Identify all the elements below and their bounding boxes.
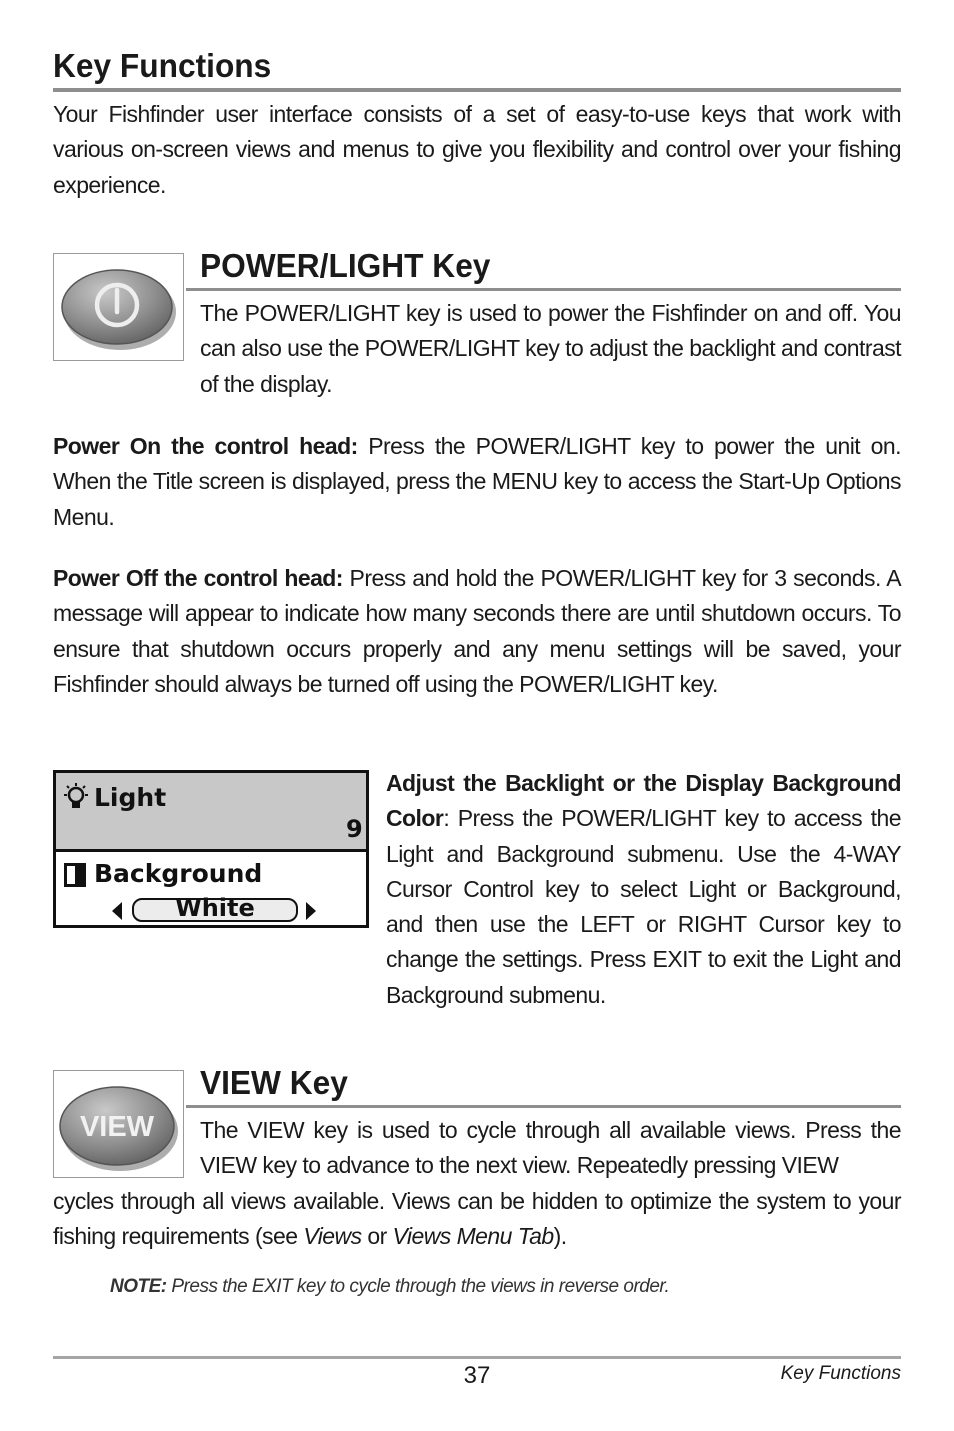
power-key-description: The POWER/LIGHT key is used to power the Fishfinder on and off. You can also use the POWER/LIGHT key to adjust the backlight and contrast of the display. [200,300,901,397]
adjust-label: Adjust the Backlight or the Display Background Color [386,770,901,832]
view-icon-label: VIEW [79,1111,155,1143]
light-row [56,773,366,852]
light-label: Light [94,783,167,812]
view-key-description-b [53,1184,901,1255]
view-key-text-b: cycles through all views available. Views can be hidden to optimize the system to your fishing requirements (see [53,1188,901,1250]
view-button-icon [54,1071,183,1177]
power-off-label: Power Off the control head: [53,565,343,591]
power-key-title: POWER/LIGHT Key [200,247,491,284]
views-reference-link[interactable]: Views [303,1223,362,1250]
note-text: Press the EXIT key to cycle through the views in reverse order. [166,1276,670,1297]
background-label: Background [94,859,263,888]
adjust-text: : Press the POWER/LIGHT key to access the Light and Background submenu. Use the 4-WAY Cursor Control key to select Light or Background, and then use the LEFT or RIGHT Cursor key to change the settings. Press EXIT to exit the Light and Background submenu. [386,805,901,1008]
power-on-label: Power On the control head: [53,433,358,459]
light-background-submenu [53,770,369,928]
view-key-rule [186,1105,901,1108]
power-key-rule [186,288,901,291]
intro-paragraph: Your Fishfinder user interface consists of a set of easy-to-use keys that work with various on-screen views and menus to give you flexibility and control over your fishing experience. [53,101,901,198]
view-key-title: VIEW Key [200,1064,348,1101]
view-key-description-a: The VIEW key is used to cycle through all available views. Press the VIEW key to advance to the next view. Repeatedly pressing VIEW [200,1117,901,1179]
power-off-text: Press and hold the POWER/LIGHT key for 3 seconds. A message will appear to indicate how many seconds there are until shutdown occurs. To ensure that shutdown occurs properly and any menu settings will be saved, your Fishfinder should always be turned off using the POWER/LIGHT key. [53,565,901,697]
note [110,1276,901,1298]
power-off-paragraph [53,561,901,702]
section-title: Key Functions [53,47,272,84]
left-arrow-icon[interactable] [110,901,124,921]
background-value: White [175,894,255,922]
contrast-icon [64,863,86,887]
views-menu-tab-reference-link[interactable]: Views Menu Tab [392,1223,554,1250]
light-value: 9 [346,815,363,843]
footer-section-name: Key Functions [780,1363,901,1384]
power-on-text: Press the POWER/LIGHT key to power the unit on. When the Title screen is displayed, press the MENU key to access the Start-Up Options Menu. [53,433,901,530]
view-key-icon-box [53,1070,184,1178]
title-rule [53,88,901,92]
power-on-paragraph [53,429,901,535]
light-bulb-icon [62,783,90,813]
power-button-icon [54,254,183,360]
adjust-backlight-paragraph [386,766,901,1013]
note-label: NOTE: [110,1276,167,1297]
power-key-icon-box [53,253,184,361]
view-key-text-end: ). [553,1223,567,1250]
footer-rule [53,1356,901,1359]
page-number: 37 [463,1362,491,1389]
right-arrow-icon[interactable] [304,901,318,921]
view-key-text-or: or [361,1223,393,1250]
